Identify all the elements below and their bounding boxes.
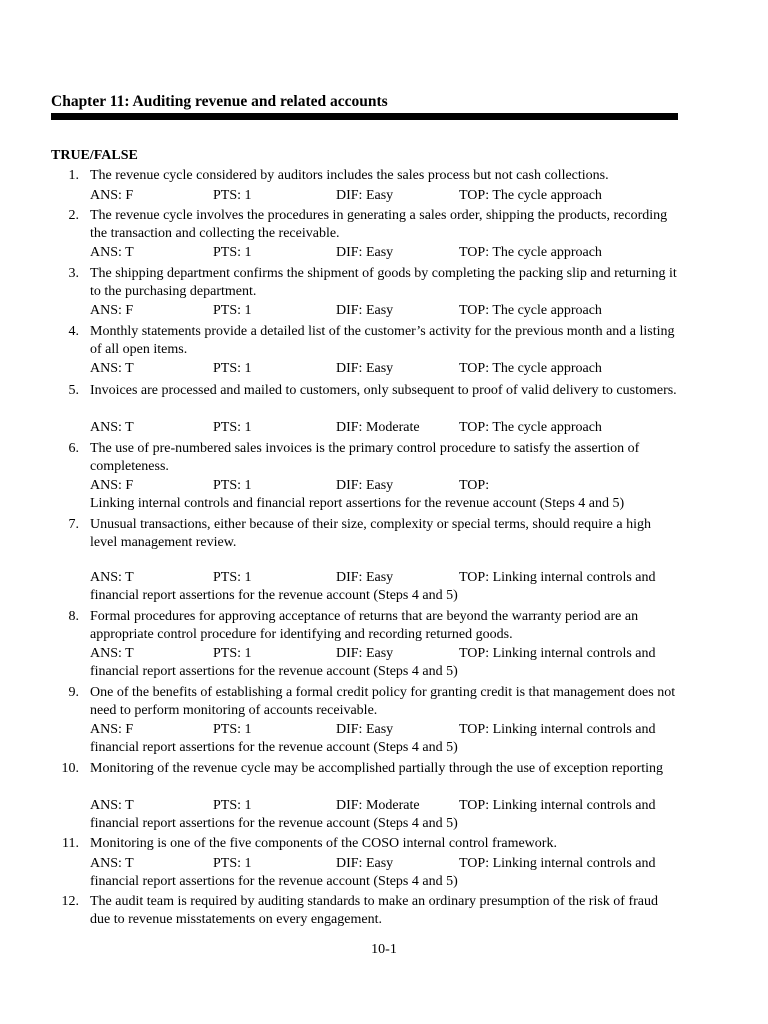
points: PTS: 1	[213, 646, 252, 661]
question-text: One of the benefits of establishing a formal credit policy for granting credit is that management does not need to perform monitoring of accounts receivable.	[90, 685, 676, 718]
section-heading: TRUE/FALSE	[51, 148, 138, 163]
question-number: 3.	[68, 266, 79, 281]
answer: ANS: T	[90, 798, 134, 813]
answer: ANS: T	[90, 245, 134, 260]
answer: ANS: F	[90, 722, 134, 737]
answer-line	[90, 855, 690, 873]
question-number: 10.	[61, 761, 79, 776]
answer-line	[90, 477, 690, 495]
topic-continuation: financial report assertions for the revenue account (Steps 4 and 5)	[90, 740, 458, 755]
topic-continuation: financial report assertions for the revenue account (Steps 4 and 5)	[90, 664, 458, 679]
topic: TOP: The cycle approach	[459, 245, 602, 260]
question-text: The use of pre-numbered sales invoices is the primary control procedure to satisfy the assertion of completeness.	[90, 441, 640, 474]
answer: ANS: F	[90, 303, 134, 318]
answer-line	[90, 569, 690, 587]
difficulty: DIF: Easy	[336, 646, 394, 661]
answer: ANS: T	[90, 361, 134, 376]
question-number: 4.	[68, 324, 79, 339]
answer: ANS: T	[90, 856, 134, 871]
question-number: 8.	[68, 609, 79, 624]
question-number: 11.	[62, 836, 79, 851]
question-text: The revenue cycle involves the procedures in generating a sales order, shipping the products, recording the transaction and collecting the receivable.	[90, 208, 668, 241]
question-number: 7.	[68, 517, 79, 532]
answer-line	[90, 797, 690, 815]
topic: TOP: Linking internal controls and	[459, 798, 656, 813]
difficulty: DIF: Easy	[336, 303, 394, 318]
topic: TOP: The cycle approach	[459, 361, 602, 376]
question-text: Monitoring of the revenue cycle may be accomplished partially through the use of exception reporting	[90, 761, 664, 776]
difficulty: DIF: Easy	[336, 478, 394, 493]
answer: ANS: T	[90, 646, 134, 661]
answer-line	[90, 419, 690, 437]
answer: ANS: F	[90, 188, 134, 203]
points: PTS: 1	[213, 303, 252, 318]
question-text: The shipping department confirms the shipment of goods by completing the packing slip and returning it to the purchasing department.	[90, 266, 677, 299]
difficulty: DIF: Easy	[336, 856, 394, 871]
answer-line	[90, 187, 690, 205]
question-number: 1.	[68, 168, 79, 183]
points: PTS: 1	[213, 245, 252, 260]
question-text: Monthly statements provide a detailed list of the customer’s activity for the previous month and a listing of all open items.	[90, 324, 675, 357]
question-text: Formal procedures for approving acceptance of returns that are beyond the warranty period are an appropriate control procedure for identifying and recording returned goods.	[90, 609, 639, 642]
topic-continuation: financial report assertions for the revenue account (Steps 4 and 5)	[90, 816, 458, 831]
difficulty: DIF: Easy	[336, 722, 394, 737]
points: PTS: 1	[213, 478, 252, 493]
topic: TOP: Linking internal controls and	[459, 570, 656, 585]
question-number: 9.	[68, 685, 79, 700]
difficulty: DIF: Easy	[336, 245, 394, 260]
points: PTS: 1	[213, 856, 252, 871]
chapter-title: Chapter 11: Auditing revenue and related accounts	[51, 93, 388, 110]
points: PTS: 1	[213, 798, 252, 813]
topic: TOP: The cycle approach	[459, 303, 602, 318]
difficulty: DIF: Moderate	[336, 420, 420, 435]
question-text: Unusual transactions, either because of their size, complexity or special terms, should require a high level management review.	[90, 517, 651, 550]
answer-line	[90, 302, 690, 320]
answer-line	[90, 721, 690, 739]
points: PTS: 1	[213, 722, 252, 737]
answer-line	[90, 645, 690, 663]
question-text: Invoices are processed and mailed to customers, only subsequent to proof of valid delivery to customers.	[90, 383, 677, 398]
difficulty: DIF: Easy	[336, 570, 394, 585]
question-number: 5.	[68, 383, 79, 398]
answer: ANS: F	[90, 478, 134, 493]
question-number: 12.	[61, 894, 79, 909]
difficulty: DIF: Moderate	[336, 798, 420, 813]
points: PTS: 1	[213, 420, 252, 435]
topic: TOP: Linking internal controls and	[459, 722, 656, 737]
difficulty: DIF: Easy	[336, 361, 394, 376]
answer-line	[90, 360, 690, 378]
answer-line	[90, 244, 690, 262]
topic: TOP: Linking internal controls and	[459, 646, 656, 661]
topic-continuation: financial report assertions for the revenue account (Steps 4 and 5)	[90, 874, 458, 889]
question-text: Monitoring is one of the five components of the COSO internal control framework.	[90, 836, 557, 851]
points: PTS: 1	[213, 361, 252, 376]
title-rule	[51, 113, 678, 120]
difficulty: DIF: Easy	[336, 188, 394, 203]
topic: TOP: The cycle approach	[459, 420, 602, 435]
answer: ANS: T	[90, 420, 134, 435]
topic: TOP: Linking internal controls and	[459, 856, 656, 871]
topic-continuation: Linking internal controls and financial report assertions for the revenue account (Steps 4 and 5)	[90, 496, 625, 511]
question-text: The audit team is required by auditing standards to make an ordinary presumption of the risk of fraud due to revenue misstatements on every engagement.	[90, 894, 659, 927]
points: PTS: 1	[213, 570, 252, 585]
question-text: The revenue cycle considered by auditors includes the sales process but not cash collections.	[90, 168, 609, 183]
topic: TOP:	[459, 478, 490, 493]
question-number: 2.	[68, 208, 79, 223]
question-number: 6.	[68, 441, 79, 456]
topic-continuation: financial report assertions for the revenue account (Steps 4 and 5)	[90, 588, 458, 603]
page-number: 10-1	[371, 942, 397, 957]
points: PTS: 1	[213, 188, 252, 203]
answer: ANS: T	[90, 570, 134, 585]
topic: TOP: The cycle approach	[459, 188, 602, 203]
